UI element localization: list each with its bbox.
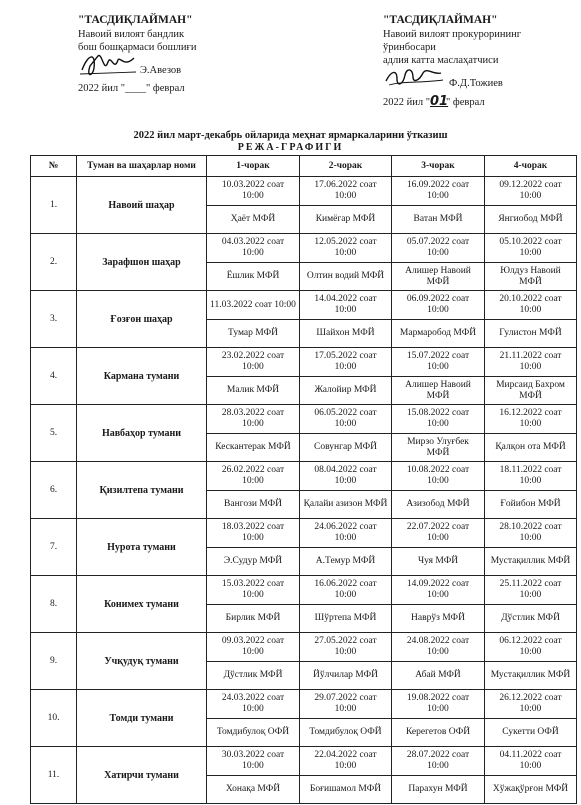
document-title: 2022 йил март-декабрь ойларида меҳнат ярмаркаларини ўтказиш — [133, 130, 448, 141]
table-row-dates — [31, 747, 577, 776]
event-date-q4: 28.10.2022 соат 10:00 — [485, 519, 577, 548]
event-location-q1: Тумар МФЙ — [207, 320, 300, 348]
handwritten-signature — [78, 48, 138, 82]
event-date-q1: 15.03.2022 соат 10:00 — [207, 576, 300, 605]
approval-position-line: бош бошқармаси бошлиғи — [78, 42, 197, 53]
event-location-q1: Томдибулоқ ОФЙ — [207, 719, 300, 747]
row-number: 8. — [31, 576, 77, 633]
table-row-dates — [31, 234, 577, 263]
approval-date: 2022 йил "____" феврал — [78, 83, 185, 94]
event-location-q2: Томдибулоқ ОФЙ — [300, 719, 392, 747]
row-number: 5. — [31, 405, 77, 462]
row-number: 6. — [31, 462, 77, 519]
event-date-q2: 29.07.2022 соат 10:00 — [300, 690, 392, 719]
event-date-q4: 04.11.2022 соат 10:00 — [485, 747, 577, 776]
approval-heading: "ТАСДИҚЛАЙМАН" — [383, 14, 498, 26]
event-location-q2: Совунгар МФЙ — [300, 434, 392, 462]
table-row-dates — [31, 348, 577, 377]
row-number: 9. — [31, 633, 77, 690]
event-date-q1: 28.03.2022 соат 10:00 — [207, 405, 300, 434]
event-date-q2: 24.06.2022 соат 10:00 — [300, 519, 392, 548]
signature-line — [383, 67, 578, 93]
table-row-dates — [31, 519, 577, 548]
row-number: 1. — [31, 177, 77, 234]
event-location-q3: Чуя МФЙ — [392, 548, 485, 576]
event-location-q1: Кескантерак МФЙ — [207, 434, 300, 462]
event-location-q3: Наврўз МФЙ — [392, 605, 485, 633]
event-location-q1: Дўстлик МФЙ — [207, 662, 300, 690]
schedule-table — [30, 155, 577, 804]
event-date-q3: 05.07.2022 соат 10:00 — [392, 234, 485, 263]
event-location-q3: Ватан МФЙ — [392, 206, 485, 234]
event-location-q4: Мустақиллик МФЙ — [485, 548, 577, 576]
event-date-q2: 17.06.2022 соат 10:00 — [300, 177, 392, 206]
event-date-q4: 16.12.2022 соат 10:00 — [485, 405, 577, 434]
event-location-q1: Ҳаёт МФЙ — [207, 206, 300, 234]
signature-line — [78, 54, 278, 80]
event-location-q1: Хонақа МФЙ — [207, 776, 300, 804]
event-location-q2: Шўртепа МФЙ — [300, 605, 392, 633]
event-date-q2: 14.04.2022 соат 10:00 — [300, 291, 392, 320]
event-location-q4: Мирсаид Бахром МФЙ — [485, 377, 577, 405]
event-location-q4: Дўстлик МФЙ — [485, 605, 577, 633]
district-name: Конимех тумани — [77, 576, 207, 633]
table-row-dates — [31, 177, 577, 206]
event-location-q2: Жалойир МФЙ — [300, 377, 392, 405]
event-location-q3: Алишер Навоий МФЙ — [392, 263, 485, 291]
signatory-name: Ф.Д.Тожиев — [449, 78, 503, 89]
event-date-q3: 24.08.2022 соат 10:00 — [392, 633, 485, 662]
event-location-q3: Азизобод МФЙ — [392, 491, 485, 519]
approval-position-line: Навоий вилоят прокурорининг — [383, 29, 522, 40]
event-date-q1: 26.02.2022 соат 10:00 — [207, 462, 300, 491]
event-location-q3: Мармаробод МФЙ — [392, 320, 485, 348]
event-location-q4: Гулистон МФЙ — [485, 320, 577, 348]
district-name: Томди тумани — [77, 690, 207, 747]
approval-heading: "ТАСДИҚЛАЙМАН" — [78, 14, 193, 26]
event-location-q2: Кимёгар МФЙ — [300, 206, 392, 234]
event-location-q3: Алишер Навоий МФЙ — [392, 377, 485, 405]
event-date-q4: 20.10.2022 соат 10:00 — [485, 291, 577, 320]
event-date-q1: 24.03.2022 соат 10:00 — [207, 690, 300, 719]
table-row-dates — [31, 690, 577, 719]
approval-block-left — [78, 14, 278, 95]
event-location-q2: Қалайи азизон МФЙ — [300, 491, 392, 519]
district-name: Учқудуқ тумани — [77, 633, 207, 690]
event-date-q4: 21.11.2022 соат 10:00 — [485, 348, 577, 377]
header-quarter-4: 4-чорак — [485, 156, 577, 177]
event-date-q2: 27.05.2022 соат 10:00 — [300, 633, 392, 662]
event-location-q3: Мирзо Улуғбек МФЙ — [392, 434, 485, 462]
district-name: Кармана тумани — [77, 348, 207, 405]
event-date-q1: 04.03.2022 соат 10:00 — [207, 234, 300, 263]
event-location-q1: Бирлик МФЙ — [207, 605, 300, 633]
district-name: Ғозғон шаҳар — [77, 291, 207, 348]
event-date-q1: 18.03.2022 соат 10:00 — [207, 519, 300, 548]
event-date-q3: 28.07.2022 соат 10:00 — [392, 747, 485, 776]
table-row-dates — [31, 291, 577, 320]
row-number: 10. — [31, 690, 77, 747]
row-number: 7. — [31, 519, 77, 576]
event-location-q1: Э.Судур МФЙ — [207, 548, 300, 576]
event-date-q2: 22.04.2022 соат 10:00 — [300, 747, 392, 776]
event-date-q3: 10.08.2022 соат 10:00 — [392, 462, 485, 491]
table-row-dates — [31, 405, 577, 434]
table-row-dates — [31, 462, 577, 491]
approval-position-line: Навоий вилоят бандлик — [78, 29, 185, 40]
event-date-q2: 16.06.2022 соат 10:00 — [300, 576, 392, 605]
handwritten-day: 01 — [430, 94, 449, 109]
approval-date: 2022 йил "01" феврал — [383, 94, 485, 109]
event-location-q4: Хўжақўрғон МФЙ — [485, 776, 577, 804]
event-date-q2: 08.04.2022 соат 10:00 — [300, 462, 392, 491]
event-location-q2: А.Темур МФЙ — [300, 548, 392, 576]
event-location-q4: Сукетти ОФЙ — [485, 719, 577, 747]
approval-position-line: ўринбосари — [383, 42, 436, 53]
row-number: 2. — [31, 234, 77, 291]
event-date-q2: 12.05.2022 соат 10:00 — [300, 234, 392, 263]
event-date-q3: 16.09.2022 соат 10:00 — [392, 177, 485, 206]
event-date-q1: 11.03.2022 соат 10:00 — [207, 291, 300, 320]
event-date-q1: 30.03.2022 соат 10:00 — [207, 747, 300, 776]
event-location-q2: Олтин водий МФЙ — [300, 263, 392, 291]
district-name: Навбаҳор тумани — [77, 405, 207, 462]
header-number: № — [31, 156, 77, 177]
approval-block-right — [383, 14, 578, 109]
event-location-q1: Малик МФЙ — [207, 377, 300, 405]
event-location-q3: Абай МФЙ — [392, 662, 485, 690]
district-name: Қизилтепа тумани — [77, 462, 207, 519]
event-location-q4: Мустақиллик МФЙ — [485, 662, 577, 690]
approval-position-line: адлия катта маслаҳатчиси — [383, 55, 499, 66]
table-row-dates — [31, 576, 577, 605]
row-number: 11. — [31, 747, 77, 804]
event-date-q4: 05.10.2022 соат 10:00 — [485, 234, 577, 263]
event-date-q4: 18.11.2022 соат 10:00 — [485, 462, 577, 491]
row-number: 3. — [31, 291, 77, 348]
event-location-q2: Йўлчилар МФЙ — [300, 662, 392, 690]
table-row-dates — [31, 633, 577, 662]
header-quarter-2: 2-чорак — [300, 156, 392, 177]
district-name: Хатирчи тумани — [77, 747, 207, 804]
handwritten-signature — [383, 61, 443, 95]
district-name: Зарафшон шаҳар — [77, 234, 207, 291]
event-date-q3: 14.09.2022 соат 10:00 — [392, 576, 485, 605]
row-number: 4. — [31, 348, 77, 405]
district-name: Нурота тумани — [77, 519, 207, 576]
header-quarter-1: 1-чорак — [207, 156, 300, 177]
table-header-row — [31, 156, 577, 177]
document-subtitle: РЕЖА-ГРАФИГИ — [237, 142, 344, 153]
event-date-q4: 06.12.2022 соат 10:00 — [485, 633, 577, 662]
event-location-q4: Қалқон ота МФЙ — [485, 434, 577, 462]
event-location-q3: Парахун МФЙ — [392, 776, 485, 804]
event-date-q3: 22.07.2022 соат 10:00 — [392, 519, 485, 548]
event-date-q1: 23.02.2022 соат 10:00 — [207, 348, 300, 377]
event-location-q2: Боғишамол МФЙ — [300, 776, 392, 804]
event-location-q3: Керегетов ОФЙ — [392, 719, 485, 747]
event-date-q4: 25.11.2022 соат 10:00 — [485, 576, 577, 605]
header-quarter-3: 3-чорак — [392, 156, 485, 177]
event-date-q1: 09.03.2022 соат 10:00 — [207, 633, 300, 662]
event-location-q4: Янгиобод МФЙ — [485, 206, 577, 234]
event-date-q3: 15.08.2022 соат 10:00 — [392, 405, 485, 434]
event-date-q2: 06.05.2022 соат 10:00 — [300, 405, 392, 434]
district-name: Навоий шаҳар — [77, 177, 207, 234]
event-date-q2: 17.05.2022 соат 10:00 — [300, 348, 392, 377]
event-date-q1: 10.03.2022 соат 10:00 — [207, 177, 300, 206]
event-date-q3: 15.07.2022 соат 10:00 — [392, 348, 485, 377]
event-location-q4: Ғойибон МФЙ — [485, 491, 577, 519]
event-location-q2: Шайхон МФЙ — [300, 320, 392, 348]
event-location-q4: Юлдуз Навоий МФЙ — [485, 263, 577, 291]
event-date-q3: 06.09.2022 соат 10:00 — [392, 291, 485, 320]
event-date-q4: 09.12.2022 соат 10:00 — [485, 177, 577, 206]
event-date-q4: 26.12.2022 соат 10:00 — [485, 690, 577, 719]
signatory-name: Э.Авезов — [140, 65, 182, 76]
event-location-q1: Вангози МФЙ — [207, 491, 300, 519]
event-location-q1: Ёшлик МФЙ — [207, 263, 300, 291]
event-date-q3: 19.08.2022 соат 10:00 — [392, 690, 485, 719]
table-body — [31, 177, 577, 804]
header-district: Туман ва шаҳарлар номи — [77, 156, 207, 177]
